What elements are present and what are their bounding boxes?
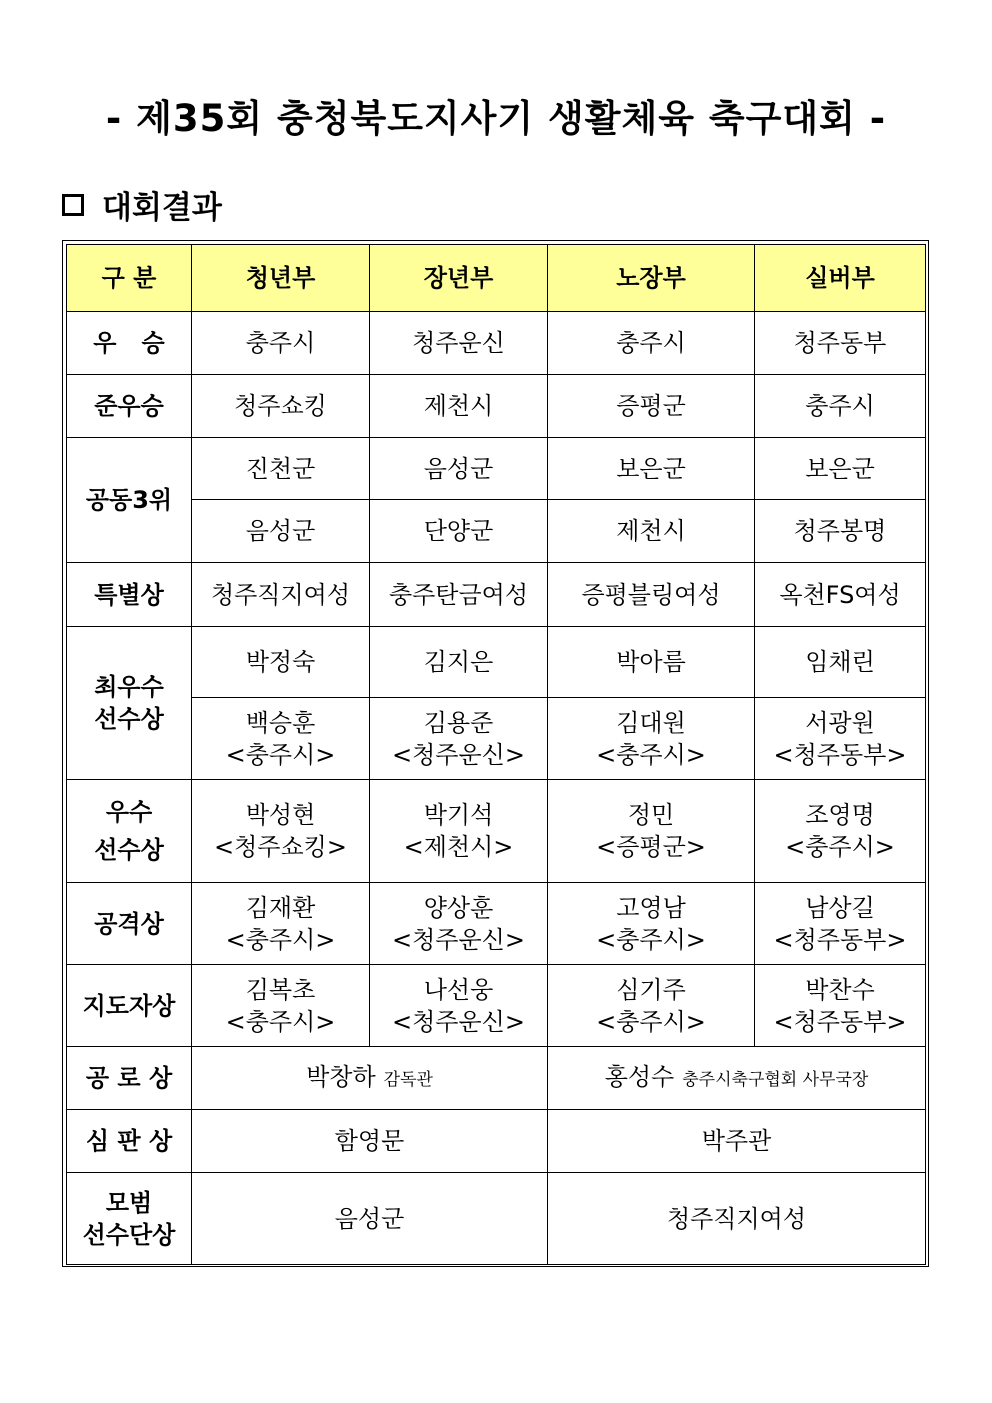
table-cell: 청주직지여성: [548, 1173, 926, 1265]
table-cell: [548, 883, 755, 965]
row-label-coach: 지도자상: [67, 965, 192, 1047]
player-team: <충주시>: [225, 740, 336, 769]
table-cell: 임채린: [755, 627, 926, 698]
table-cell: 박정숙: [192, 627, 370, 698]
awardee-name: 홍성수: [604, 1062, 675, 1091]
header-youth: 청년부: [192, 245, 370, 312]
checkbox-square-icon: [62, 194, 84, 216]
row-label-third: 공동3위: [67, 438, 192, 563]
row-label-winner: 우 승: [67, 312, 192, 375]
table-cell: 청주쇼킹: [192, 375, 370, 438]
player-team: <제천시>: [403, 833, 514, 861]
table-cell: 청주직지여성: [192, 563, 370, 627]
player-team: <청주동부>: [773, 925, 907, 954]
table-cell: [370, 698, 548, 780]
player-name: 김재환: [245, 893, 316, 922]
header-adult: 장년부: [370, 245, 548, 312]
table-cell: [370, 780, 548, 883]
row-label-special: 특별상: [67, 563, 192, 627]
player-team: <충주시>: [785, 833, 895, 861]
table-cell: 제천시: [370, 375, 548, 438]
player-name: 김복초: [245, 975, 316, 1004]
table-row-runner-up: [67, 375, 926, 438]
player-name: 나선웅: [423, 975, 494, 1004]
table-row-third-1: [67, 438, 926, 500]
row-label-model: [67, 1173, 192, 1265]
player-name: 김대원: [616, 708, 686, 737]
table-cell: 보은군: [755, 438, 926, 500]
player-name: 백승훈: [245, 708, 316, 737]
table-cell: 옥천FS여성: [755, 563, 926, 627]
table-cell: 보은군: [548, 438, 755, 500]
row-label-runner-up: 준우승: [67, 375, 192, 438]
table-row-mvp-2: [67, 698, 926, 780]
awardee-role: 충주시축구협회 사무국장: [682, 1069, 869, 1090]
table-row-model: [67, 1173, 926, 1265]
table-cell: 충주시: [755, 375, 926, 438]
player-team: <충주시>: [225, 925, 336, 954]
player-team: <충주시>: [596, 740, 706, 769]
table-cell: 음성군: [192, 500, 370, 563]
table-cell: [755, 780, 926, 883]
row-label-excellent: [67, 780, 192, 883]
header-silver: 실버부: [755, 245, 926, 312]
table-cell: [192, 965, 370, 1047]
table-row-special: [67, 563, 926, 627]
table-cell: [755, 698, 926, 780]
row-label-referee: 심 판 상: [67, 1110, 192, 1173]
player-name: 조영명: [805, 801, 875, 829]
player-name: 서광원: [805, 708, 875, 737]
table-cell: 제천시: [548, 500, 755, 563]
row-label-line: 모범: [105, 1188, 153, 1217]
player-team: <증평군>: [596, 833, 706, 861]
table-row-attack: [67, 883, 926, 965]
results-table: [66, 244, 926, 1265]
table-cell: [755, 965, 926, 1047]
table-cell: 충주탄금여성: [370, 563, 548, 627]
player-name: 박성현: [245, 801, 316, 829]
player-team: <청주운신>: [392, 925, 525, 954]
table-header-row: [67, 245, 926, 312]
player-team: <충주시>: [596, 925, 706, 954]
player-team: <충주시>: [225, 1007, 336, 1036]
row-label-line: 선수단상: [82, 1220, 176, 1249]
player-team: <청주쇼킹>: [214, 833, 347, 861]
section-title: 대회결과: [102, 190, 222, 226]
player-team: <청주동부>: [773, 740, 907, 769]
table-cell: [192, 1047, 548, 1110]
player-name: 박기석: [423, 801, 494, 829]
table-cell: 증평군: [548, 375, 755, 438]
table-cell: [192, 698, 370, 780]
player-team: <청주운신>: [392, 740, 525, 769]
row-label-line: 우수: [105, 798, 153, 826]
row-label-line: 최우수: [94, 673, 164, 701]
player-name: 정민: [627, 801, 675, 829]
awardee-role: 감독관: [383, 1069, 433, 1090]
player-name: 김용준: [423, 708, 494, 737]
table-row-coach: [67, 965, 926, 1047]
table-cell: 청주봉명: [755, 500, 926, 563]
table-cell: [192, 780, 370, 883]
table-cell: 진천군: [192, 438, 370, 500]
table-cell: 음성군: [370, 438, 548, 500]
table-row-merit: [67, 1047, 926, 1110]
table-cell: 박아름: [548, 627, 755, 698]
table-cell: 단양군: [370, 500, 548, 563]
row-label-merit: 공 로 상: [67, 1047, 192, 1110]
table-cell: [370, 883, 548, 965]
table-cell: 청주동부: [755, 312, 926, 375]
table-row-excellent: [67, 780, 926, 883]
row-label-attack: 공격상: [67, 883, 192, 965]
table-cell: 함영문: [192, 1110, 548, 1173]
table-row-mvp-1: [67, 627, 926, 698]
player-team: <충주시>: [596, 1007, 706, 1036]
player-name: 남상길: [805, 893, 875, 922]
row-label-line: 선수상: [94, 705, 164, 733]
player-name: 고영남: [616, 893, 686, 922]
section-heading: [62, 182, 222, 227]
table-cell: 증평블링여성: [548, 563, 755, 627]
table-row-winner: [67, 312, 926, 375]
table-cell: [370, 965, 548, 1047]
player-team: <청주동부>: [773, 1007, 907, 1036]
table-cell: 충주시: [192, 312, 370, 375]
row-label-line: 선수상: [94, 836, 164, 864]
player-team: <청주운신>: [392, 1007, 525, 1036]
awardee-name: 박창하: [306, 1062, 376, 1091]
table-row-referee: [67, 1110, 926, 1173]
row-label-mvp: [67, 627, 192, 780]
page-title: - 제35회 충청북도지사기 생활체육 축구대회 -: [105, 97, 887, 140]
header-senior: 노장부: [548, 245, 755, 312]
player-name: 박찬수: [805, 975, 875, 1004]
table-cell: [192, 883, 370, 965]
table-cell: [548, 698, 755, 780]
table-cell: [548, 780, 755, 883]
table-cell: 박주관: [548, 1110, 926, 1173]
table-cell: [548, 1047, 926, 1110]
player-name: 양상훈: [423, 893, 494, 922]
table-cell: 충주시: [548, 312, 755, 375]
table-cell: [755, 883, 926, 965]
table-cell: 음성군: [192, 1173, 548, 1265]
table-row-third-2: [67, 500, 926, 563]
header-category: 구 분: [67, 245, 192, 312]
table-cell: [548, 965, 755, 1047]
table-cell: 김지은: [370, 627, 548, 698]
player-name: 심기주: [616, 975, 686, 1004]
table-cell: 청주운신: [370, 312, 548, 375]
